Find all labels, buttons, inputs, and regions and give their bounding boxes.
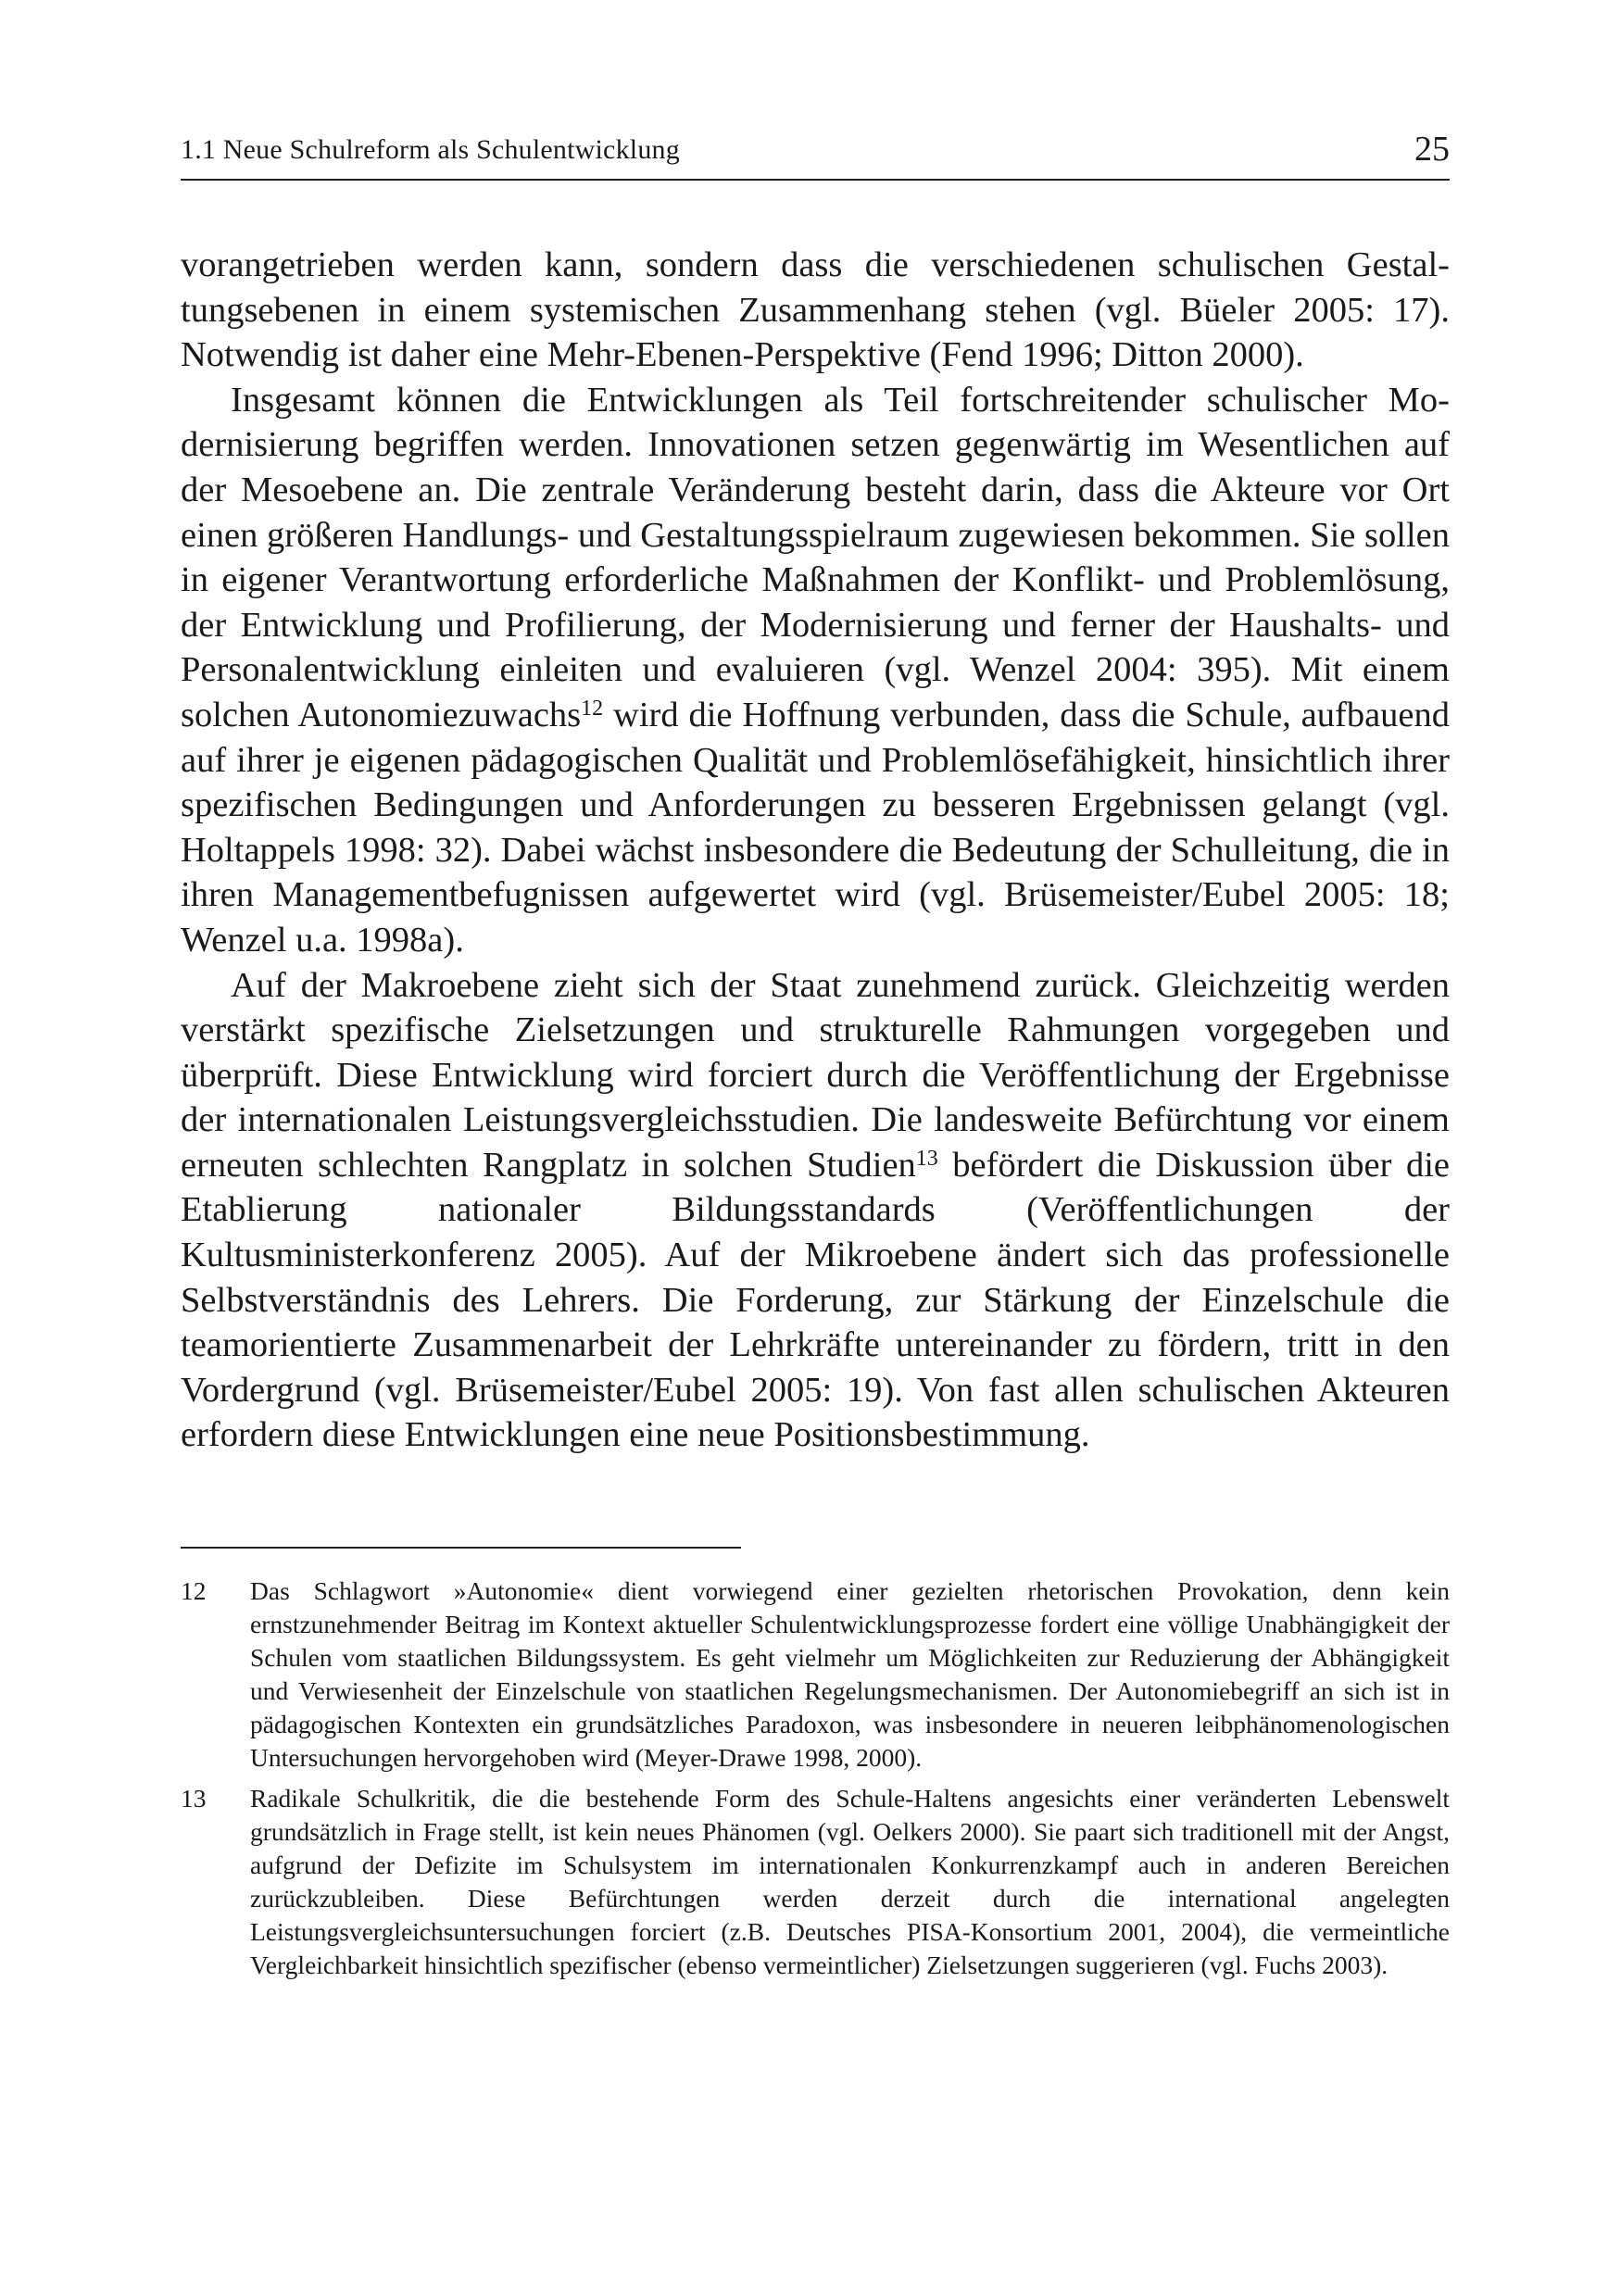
footnote-separator (181, 1547, 741, 1549)
paragraph-3-part-1: Auf der Makroebene zieht sich der Staat zunehmend zurück. Gleichzeitig werden verstärkt spezifische Zielsetzungen und strukturelle Rahmungen vorgegeben und überprüft. Diese Entwicklung wird forciert durch die Veröffentlichung der Ergebnisse der internationalen Leistungsvergleichsstudien. Die landesweite Befürchtung vor einem erneuten schlechten Rangplatz in solchen Studien (181, 965, 1450, 1185)
footnotes (181, 1575, 1450, 1989)
footnote-ref-13[interactable]: 13 (915, 1147, 938, 1172)
paragraph-3 (181, 963, 1450, 1459)
paragraph-2 (181, 378, 1450, 963)
running-header (181, 132, 1450, 181)
footnote-13 (181, 1782, 1450, 1982)
running-title: 1.1 Neue Schulreform als Schulentwicklung (181, 134, 680, 165)
footnote-text: Das Schlagwort »Autonomie« dient vorwiegend einer gezielten rhetorischen Provokation, denn kein ernstzunehmender Beitrag im Kontext aktueller Schulentwicklungsprozesse fordert eine völlige Unabhängigkeit der Schulen vom staatlichen Bildungssystem. Es geht vielmehr um Möglichkeiten zur Reduzierung der Abhängigkeit und Verwiesenheit der Einzelschule von staatlichen Regelungsmechanismen. Der Autonomiebegriff an sich ist in pädagogischen Kontexten ein grundsätzliches Paradoxon, was insbesondere in neueren leibphänomenologischen Untersuchungen hervorgehoben wird (Meyer-Drawe 1998, 2000). (250, 1576, 1450, 1772)
page-number: 25 (1414, 130, 1450, 169)
paragraph-2-part-2: wird die Hoffnung verbunden, dass die Schule, aufbauend auf ihrer je eigenen pädagogischen Qualität und Problemlösefähigkeit, hinsichtlich ihrer spezifischen Bedingungen und Anforderungen zu besseren Ergebnissen gelangt (vgl. Holtappels 1998: 32). Dabei wächst insbesondere die Bedeutung der Schulleitung, die in ihren Managementbefugnissen aufgewertet wird (vgl. Brüsemeister/Eubel 2005: 18; Wenzel u.a. 1998a). (181, 695, 1451, 960)
paragraph-3-part-2: befördert die Diskussion über die Etablierung nationaler Bildungsstandards (Veröffentlichungen der Kultusministerkonferenz 2005). Auf der Mikroebene ändert sich das professionelle Selbstverständnis des Lehrers. Die Forderung, zur Stärkung der Einzelschule die teamorientierte Zusammenarbeit der Lehrkräfte untereinander zu fördern, tritt in den Vordergrund (vgl. Brüsemeister/Eubel 2005: 19). Von fast allen schulischen Akteuren erfordern diese Entwicklungen eine neue Positionsbestimmung. (181, 1145, 1450, 1455)
footnote-number: 12 (181, 1576, 207, 1605)
footnote-text: Radikale Schulkritik, die die bestehende Form des Schule-Haltens angesichts einer veränderten Lebenswelt grundsätzlich in Frage stellt, ist kein neues Phänomen (vgl. Oelkers 2000). Sie paart sich traditionell mit der Angst, aufgrund der Defizite im Schulsystem im internationalen Konkurrenzkampf auch in anderen Bereichen zurückzubleiben. Diese Befürchtungen werden derzeit durch die international angelegten Leistungsvergleichsuntersuchungen forciert (z.B. Deutsches PISA-Konsortium 2001, 2004), die vermeintliche Vergleichbarkeit hinsichtlich spezifischer (ebenso vermeintlicher) Zielsetzungen suggerieren (vgl. Fuchs 2003). (250, 1784, 1450, 1979)
main-text (181, 243, 1450, 1458)
footnote-number: 13 (181, 1784, 207, 1813)
paragraph-2-part-1: Insgesamt können die Entwicklungen als Teil fortschreitender schulischer Modernisierung begriffen werden. Innovationen setzen gegenwärtig im Wesentlichen auf der Mesoebene an. Die zentrale Veränderung besteht darin, dass die Akteure vor Ort einen größeren Handlungs- und Gestaltungsspielraum zugewiesen bekommen. Sie sollen in eigener Verantwortung erforderliche Maßnahmen der Konflikt- und Problemlösung, der Entwicklung und Profilierung, der Modernisierung und ferner der Haushalts- und Personalentwicklung einleiten und evaluieren (vgl. Wenzel 2004: 395). Mit einem solchen Autonomiezuwachs (181, 380, 1450, 734)
paragraph-1: vorangetrieben werden kann, sondern dass die verschiedenen schulischen Gestaltungsebenen in einem systemischen Zusammenhang stehen (vgl. Büeler 2005: 17). Notwendig ist daher eine Mehr-Ebenen-Perspektive (Fend 1996; Ditton 2000). (181, 245, 1450, 375)
footnote-ref-12[interactable]: 12 (581, 696, 604, 721)
footnote-12 (181, 1575, 1450, 1775)
